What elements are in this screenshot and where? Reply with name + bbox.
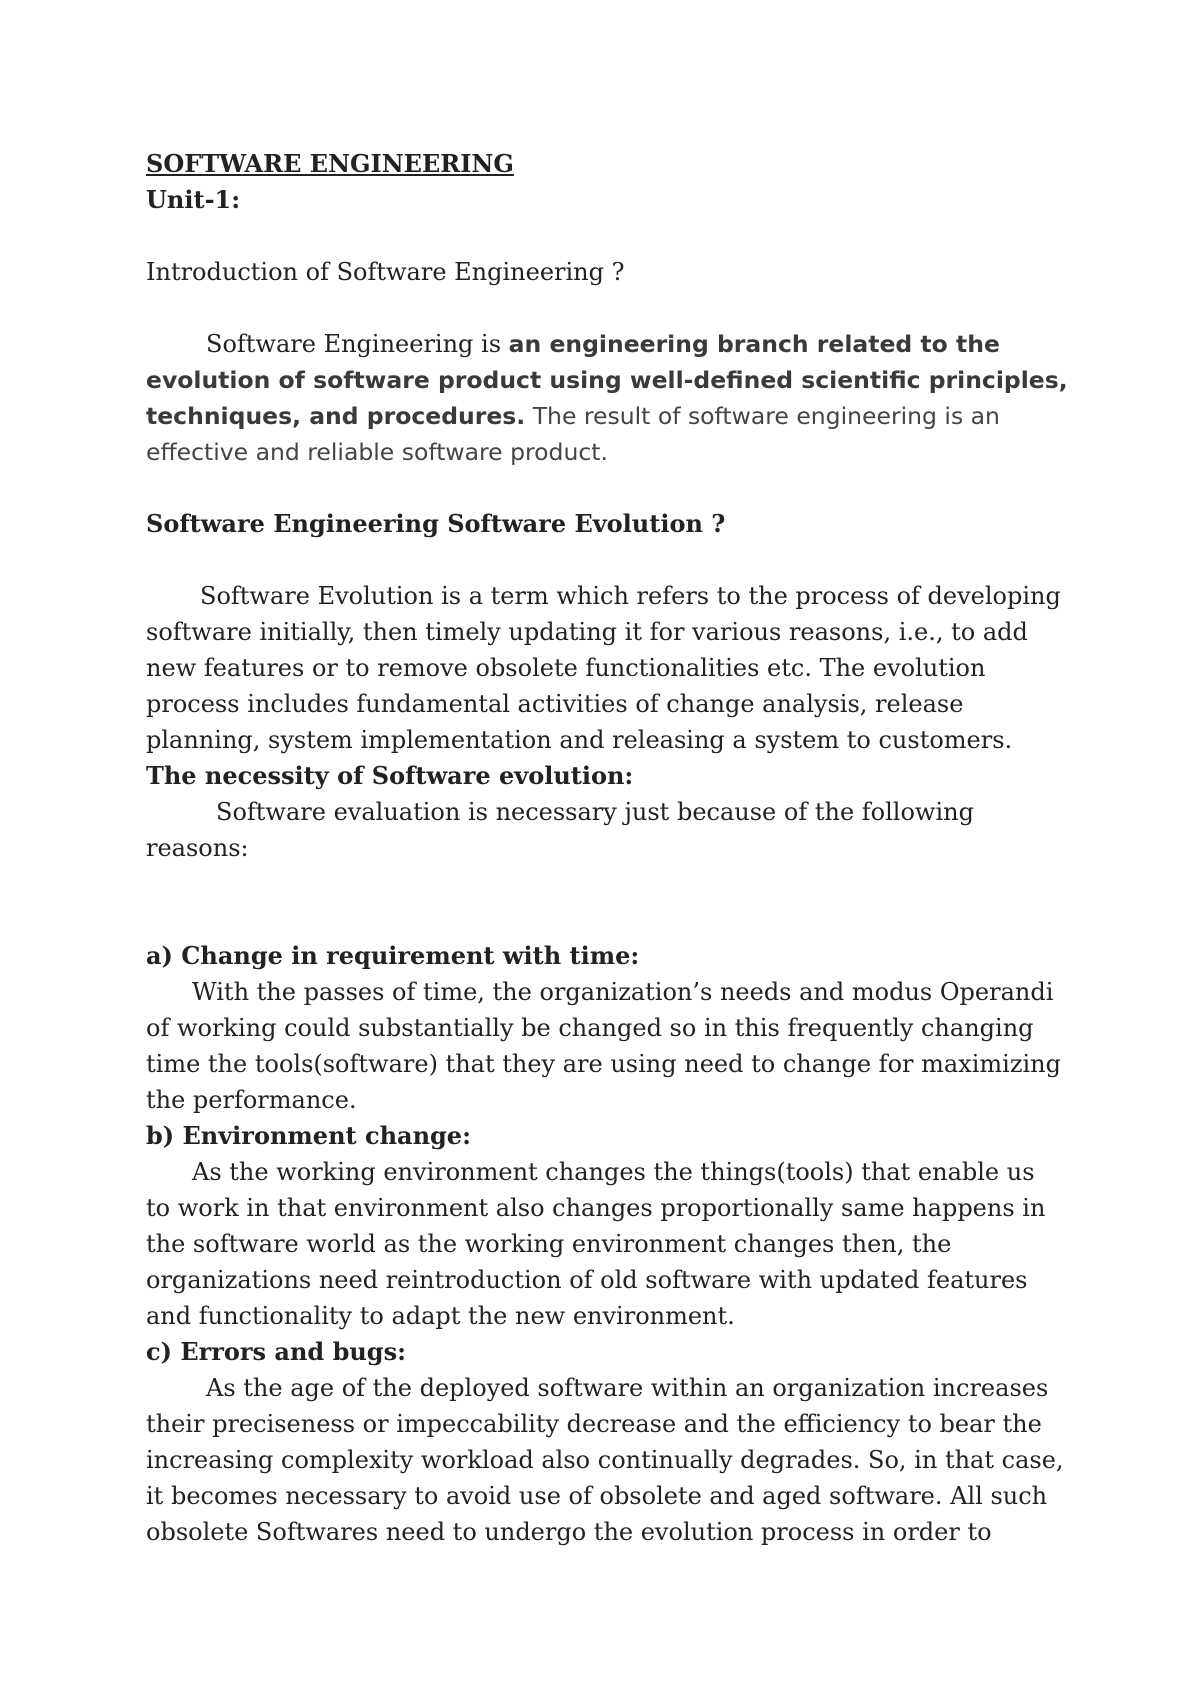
section-b-line: organizations need reintroduction of old software with updated features [146,1266,1028,1294]
section-c-line: their preciseness or impeccability decrease and the efficiency to bear the [146,1410,1042,1438]
intro-line-2 [146,362,1066,398]
section-a-line: the performance. [146,1086,357,1114]
section-a [146,938,1066,1118]
section-c-heading: c) Errors and bugs: [146,1337,406,1366]
evolution-heading: Software Engineering Software Evolution ? [146,509,726,538]
section-c-line: obsolete Softwares need to undergo the evolution process in order to [146,1518,992,1546]
evolution-paragraph [146,578,1066,758]
section-c-line: As the age of the deployed software within an organization increases [206,1374,1049,1402]
spacer [146,866,1066,938]
section-a-line: With the passes of time, the organization’s needs and modus Operandi [192,978,1054,1006]
evolution-line: planning, system implementation and releasing a system to customers. [146,726,1013,754]
intro-line-3 [146,398,1066,434]
section-a-line: of working could substantially be changed so in this frequently changing [146,1014,1034,1042]
intro-bold-2: evolution of software product using well-defined scientific principles, [146,366,1068,394]
intro-line-1 [146,326,1066,362]
section-a-heading: a) Change in requirement with time: [146,941,640,970]
intro-bold-1: an engineering branch related to the [508,330,1000,358]
intro-line-4: effective and reliable software product. [146,438,608,466]
evolution-line: new features or to remove obsolete functionalities etc. The evolution [146,654,986,682]
spacer [146,542,1066,578]
evolution-line: process includes fundamental activities of change analysis, release [146,690,964,718]
necessity-line: Software evaluation is necessary just because of the following [216,798,974,826]
spacer [146,218,1066,254]
unit-label: Unit-1: [146,185,241,214]
evolution-line: Software Evolution is a term which refers to the process of developing [200,582,1061,610]
section-b-line: the software world as the working environment changes then, the [146,1230,952,1258]
intro-paragraph [146,326,1066,470]
intro-bold-3: techniques, and procedures. [146,402,526,430]
intro-lead: Software Engineering is [206,330,509,358]
necessity-paragraph [146,794,1066,866]
necessity-line: reasons: [146,834,249,862]
document-body [146,146,1066,1550]
section-c [146,1334,1066,1550]
section-c-line: increasing complexity workload also continually degrades. So, in that case, [146,1446,1064,1474]
section-c-line: it becomes necessary to avoid use of obsolete and aged software. All such [146,1482,1048,1510]
section-b-line: As the working environment changes the things(tools) that enable us [192,1158,1035,1186]
spacer [146,290,1066,326]
intro-rest-3: The result of software engineering is an [525,402,1000,430]
section-b-line: to work in that environment also changes proportionally same happens in [146,1194,1046,1222]
section-b [146,1118,1066,1334]
evolution-line: software initially, then timely updating it for various reasons, i.e., to add [146,618,1028,646]
spacer [146,470,1066,506]
document-title: SOFTWARE ENGINEERING [146,149,514,178]
necessity-heading: The necessity of Software evolution: [146,761,634,790]
section-b-line: and functionality to adapt the new environment. [146,1302,735,1330]
section-b-heading: b) Environment change: [146,1121,471,1150]
intro-question: Introduction of Software Engineering ? [146,258,625,286]
section-a-line: time the tools(software) that they are using need to change for maximizing [146,1050,1061,1078]
